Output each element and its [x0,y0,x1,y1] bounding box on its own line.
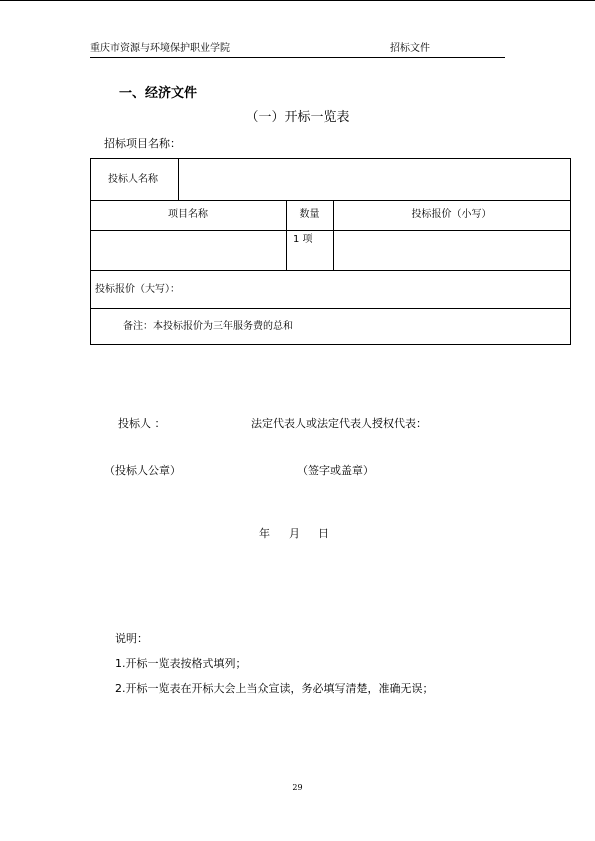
table-border-left [90,158,91,345]
table-rule [90,308,571,309]
bid-summary-table [90,158,571,345]
seal-note: （投标人公章） [104,464,181,477]
signature-representative-label: 法定代表人或法定代表人授权代表： [251,417,427,430]
date-year: 年 [259,527,270,540]
date-month: 月 [289,527,300,540]
section-title: 一、经济文件 [119,86,198,101]
total-upper-label: 投标报价（大写）： [95,284,180,295]
header-doc-type: 招标文件 [390,43,430,54]
bidder-name-label: 投标人名称 [108,174,158,185]
notes-item-1: 1.开标一览表按格式填列； [115,657,247,670]
table-border-top [90,158,571,159]
page-number: 29 [292,783,303,792]
table-border-right [570,158,571,345]
notes-item-2: 2.开标一览表在开标大会上当众宣读，务必填写清楚，准确无误； [115,682,434,695]
table-rule [178,158,179,200]
col-header-item: 项目名称 [168,209,208,220]
table-rule [90,230,571,231]
col-header-price: 投标报价（小写） [411,209,492,220]
top-border-line [0,0,595,1]
header-rule [90,57,505,58]
col-header-qty: 数量 [299,209,320,220]
table-title: （一）开标一览表 [245,110,350,125]
table-rule [90,270,571,271]
date-day: 日 [318,527,329,540]
table-border-bottom [90,344,571,345]
sign-note: （签字或盖章） [297,464,374,477]
remark-text: 备注：本投标报价为三年服务费的总和 [123,321,293,332]
project-name-label: 招标项目名称： [104,137,181,150]
notes-heading: 说明： [115,632,148,645]
signature-bidder-label: 投标人 ： [118,417,166,430]
header-institution: 重庆市资源与环境保护职业学院 [90,43,230,54]
row-qty-cell: 1 项 [293,234,313,245]
table-rule [90,200,571,201]
